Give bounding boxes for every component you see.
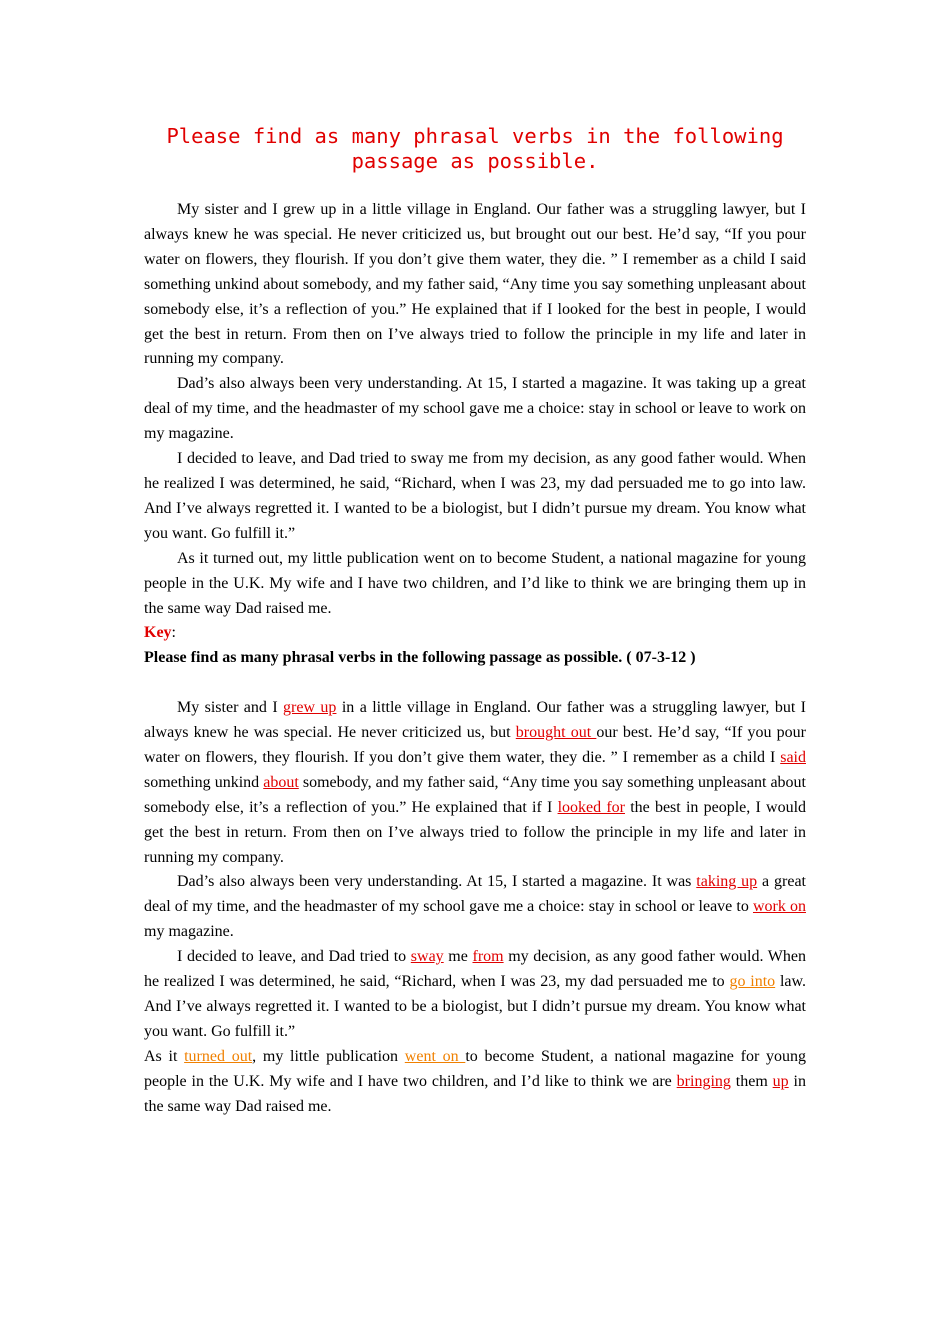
text-run: in the same way Dad raised me. [144, 1072, 806, 1115]
phrasal-verb-highlight: about [263, 773, 299, 791]
key-paragraph-3 [144, 945, 806, 1045]
passage-paragraph-4: As it turned out, my little publication went on to become Student, a national magazine for young people in the U.K. My wife and I have two children, and I’d like to think we are bringing them up in the same way Dad raised me. [144, 549, 806, 617]
text-run: me [443, 948, 473, 966]
passage-paragraph-1: My sister and I grew up in a little village in England. Our father was a struggling lawyer, but I always knew he was special. He never criticized us, but brought out our best. He’d say, “If you pour water on flowers, they flourish. If you don’t give them water, they die. ” I remember as a child I said something unkind about somebody, and my father said, “Any time you say something unpleasant about somebody else, it’s a reflection of you.” He explained that if I looked for the best in people, I would get the best in return. From then on I’ve always tried to follow the principle in my life and later in running my company. [144, 201, 806, 368]
phrasal-verb-highlight: go into [729, 973, 776, 991]
text-run: the best in people, I would get the best in return. From then on I’ve always tried to follow the principle in my life and later in running my company. [144, 798, 807, 866]
key-paragraph-4 [144, 1045, 806, 1120]
phrasal-verb-highlight: up [772, 1072, 789, 1090]
text-run: Dad’s also always been very understanding. At 15, I started a magazine. It was [177, 873, 697, 891]
phrasal-verb-highlight: looked for [557, 798, 625, 816]
text-run: in a little village in England. Our father was a struggling lawyer, but I always knew he was special. He never criticized us, but [144, 699, 806, 742]
key-label: Key [144, 624, 172, 642]
phrasal-verb-highlight: work on [752, 898, 806, 916]
passage-paragraph-3: I decided to leave, and Dad tried to sway me from my decision, as any good father would. When he realized I was determined, he said, “Richard, when I was 23, my dad persuaded me to go into law. And I’ve always regretted it. I wanted to be a biologist, but I didn’t pursue my dream. You know what you want. Go fulfill it.” [144, 450, 806, 542]
phrasal-verb-highlight: went on [404, 1047, 466, 1065]
text-run: law. And I’ve always regretted it. I wanted to be a biologist, but I didn’t pursue my dream. You know what you want. Go fulfill it.” [144, 973, 807, 1040]
blank-line [144, 671, 806, 696]
text-run: my decision, as any good father would. When he realized I was determined, he said, “Richard, when I was 23, my dad persuaded me to [144, 948, 807, 991]
phrasal-verb-highlight: brought out [515, 724, 597, 742]
document-body [144, 198, 806, 1120]
text-run: our best. He’d say, “If you pour water on flowers, they flourish. If you don’t give them water, they die. ” I remember as a child I [144, 724, 806, 766]
key-heading: Please find as many phrasal verbs in the following passage as possible. ( 07-3-12 ) [144, 649, 696, 667]
passage-paragraph-2: Dad’s also always been very understanding. At 15, I started a magazine. It was taking up a great deal of my time, and the headmaster of my school gave me a choice: stay in school or leave to work on my magazine. [144, 375, 806, 443]
phrasal-verb-highlight: taking up [696, 873, 758, 891]
phrasal-verb-highlight: from [472, 948, 504, 966]
text-run: somebody, and my father said, “Any time you say something unpleasant about somebody else, it’s a reflection of you.” He explained that if I [144, 773, 807, 816]
key-paragraph-1 [144, 696, 806, 870]
text-run: I decided to leave, and Dad tried to [177, 948, 411, 966]
phrasal-verb-highlight: grew up [283, 699, 337, 717]
phrasal-verb-highlight: said [780, 748, 806, 766]
text-run: my magazine. [144, 923, 234, 941]
key-paragraph-2 [144, 870, 806, 945]
phrasal-verb-highlight: turned out [184, 1047, 253, 1065]
text-run: , my little publication [252, 1047, 405, 1065]
key-colon: : [171, 624, 176, 642]
phrasal-verb-highlight: sway [410, 948, 444, 966]
text-run: As it [144, 1047, 185, 1065]
key-line [144, 621, 806, 646]
text-run: a great deal of my time, and the headmaster of my school gave me a choice: stay in school or leave to [144, 873, 806, 916]
text-run: My sister and I [177, 699, 284, 717]
phrasal-verb-highlight: bringing [676, 1072, 731, 1090]
text-run: them [730, 1072, 773, 1090]
page-title: Please find as many phrasal verbs in the following passage as possible. [166, 124, 784, 173]
text-run: to become Student, a national magazine for young people in the U.K. My wife and I have two children, and I’d like to think we are [144, 1047, 806, 1090]
text-run: something unkind [144, 773, 264, 791]
